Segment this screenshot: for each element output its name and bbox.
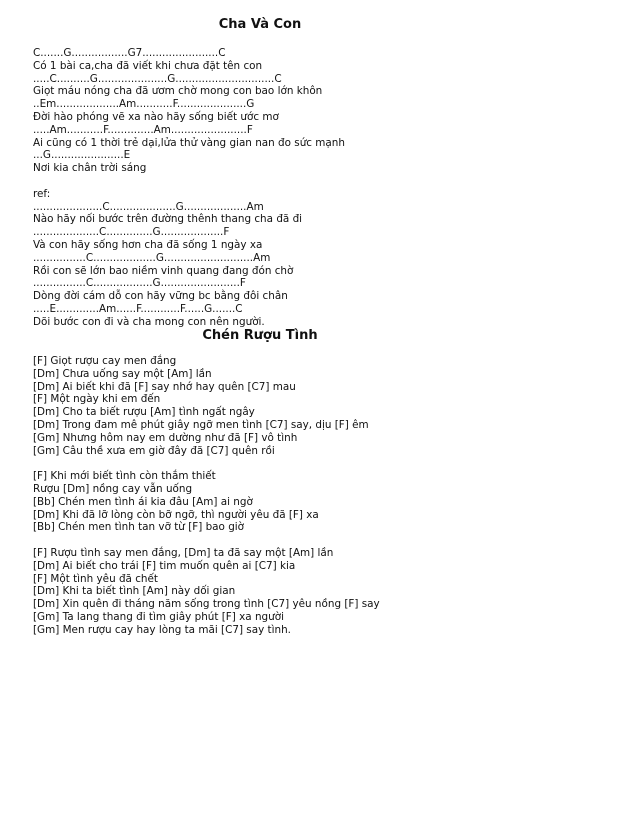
lyric-line: .....E.............Am......F............F......G.......C	[33, 302, 243, 315]
lyric-line: Đời hào phóng vẽ xa nào hãy sống biết ước mơ	[33, 110, 279, 123]
lyric-line: [Bb] Chén men tình ái kia đâu [Am] ai ngờ	[33, 495, 253, 508]
lyric-line: [Dm] Ai biết cho trái [F] tim muốn quên ai [C7] kia	[33, 559, 296, 572]
lyric-line: Và con hãy sống hơn cha đã sống 1 ngày xa	[33, 238, 263, 251]
lyric-line: [F] Giọt rượu cay men đắng	[33, 355, 177, 367]
lyric-line: [F] Một tình yêu đã chết	[33, 572, 158, 585]
lyric-line: ................C..................G........................F	[33, 277, 246, 290]
song-title-cha-va-con: Cha Và Con	[218, 17, 302, 32]
lyric-line: ................C...................G...........................Am	[33, 251, 271, 264]
lyric-line: Dòng đời cám dỗ con hãy vững bc bằng đôi chân	[33, 290, 288, 303]
lyric-line: [F] Rượu tình say men đắng, [Dm] ta đã say một [Am] lần	[33, 546, 334, 559]
lyric-line: Rồi con sẽ lớn bao niềm vinh quang đang đón chờ	[33, 264, 294, 277]
lyric-line: [Gm] Nhưng hôm nay em dường như đã [F] vô tình	[33, 431, 298, 444]
lyric-line: Có 1 bài ca,cha đã viết khi chưa đặt tên con	[33, 59, 263, 72]
lyric-line: ....................C..............G...................F	[33, 226, 230, 239]
lyric-line: [Dm] Trong đam mê phút giây ngỡ men tình [C7] say, dịu [F] êm	[33, 418, 369, 431]
lyric-line: ..Em...................Am...........F.....................G	[33, 98, 255, 111]
lyric-line: [Dm] Ai biết khi đã [F] say nhớ hay quên [C7] mau	[33, 380, 296, 393]
lyric-line: [Gm] Ta lang thang đi tìm giây phút [F] xa người	[33, 610, 284, 623]
lyric-line: [Dm] Khi đã lỡ lòng còn bỡ ngỡ, thì người yêu đã [F] xa	[33, 508, 319, 521]
lyric-line: [Gm] Câu thề xưa em giờ đây đã [C7] quên rồi	[33, 444, 275, 457]
lyric-line: [F] Khi mới biết tình còn thắm thiết	[33, 470, 216, 483]
lyric-line: [Gm] Men rượu cay hay lòng ta mãi [C7] say tình.	[33, 623, 291, 636]
lyric-line: [Dm] Xin quên đi tháng năm sống trong tình [C7] yêu nồng [F] say	[33, 598, 380, 611]
lyric-line: C.......G.................G7.......................C	[33, 47, 226, 59]
lyric-line: .....C..........G.....................G..............................C	[33, 72, 282, 85]
lyric-line	[33, 175, 613, 188]
lyric-line: [Dm] Khi ta biết tình [Am] này dối gian	[33, 585, 236, 598]
lyric-line: Rượu [Dm] nồng cay vẫn uống	[33, 482, 193, 495]
lyric-line: [Bb] Chén men tình tan vỡ từ [F] bao giờ	[33, 521, 245, 534]
lyric-line	[33, 457, 613, 470]
lyric-line: Dõi bước con đi và cha mong con nên người.	[33, 315, 265, 328]
lyric-line: ...G......................E	[33, 149, 131, 162]
lyric-line: Nơi kia chân trời sáng	[33, 162, 147, 175]
song-title-chen-ruou-tinh: Chén Rượu Tình	[202, 328, 318, 343]
lyric-line: Nào hãy nối bước trên đường thênh thang cha đã đi	[33, 213, 303, 226]
lyric-line: Giọt máu nóng cha đã ươm chờ mong con bao lớn khôn	[33, 85, 323, 98]
lyric-line: ref:	[33, 187, 51, 200]
song-lyrics-cha-va-con	[33, 47, 613, 329]
song-lyrics-chen-ruou-tinh	[33, 355, 613, 637]
lyric-line: [Dm] Chưa uống say một [Am] lần	[33, 367, 212, 380]
lyric-line: [Dm] Cho ta biết rượu [Am] tình ngất ngây	[33, 406, 255, 419]
lyric-line: .....Am...........F..............Am.......................F	[33, 123, 253, 136]
lyric-line	[33, 534, 613, 547]
lyric-line: Ai cũng có 1 thời trẻ dại,lửa thử vàng gian nan đo sức mạnh	[33, 136, 345, 149]
lyric-line: [F] Một ngày khi em đến	[33, 393, 161, 406]
lyric-line: .....................C....................G...................Am	[33, 200, 264, 213]
